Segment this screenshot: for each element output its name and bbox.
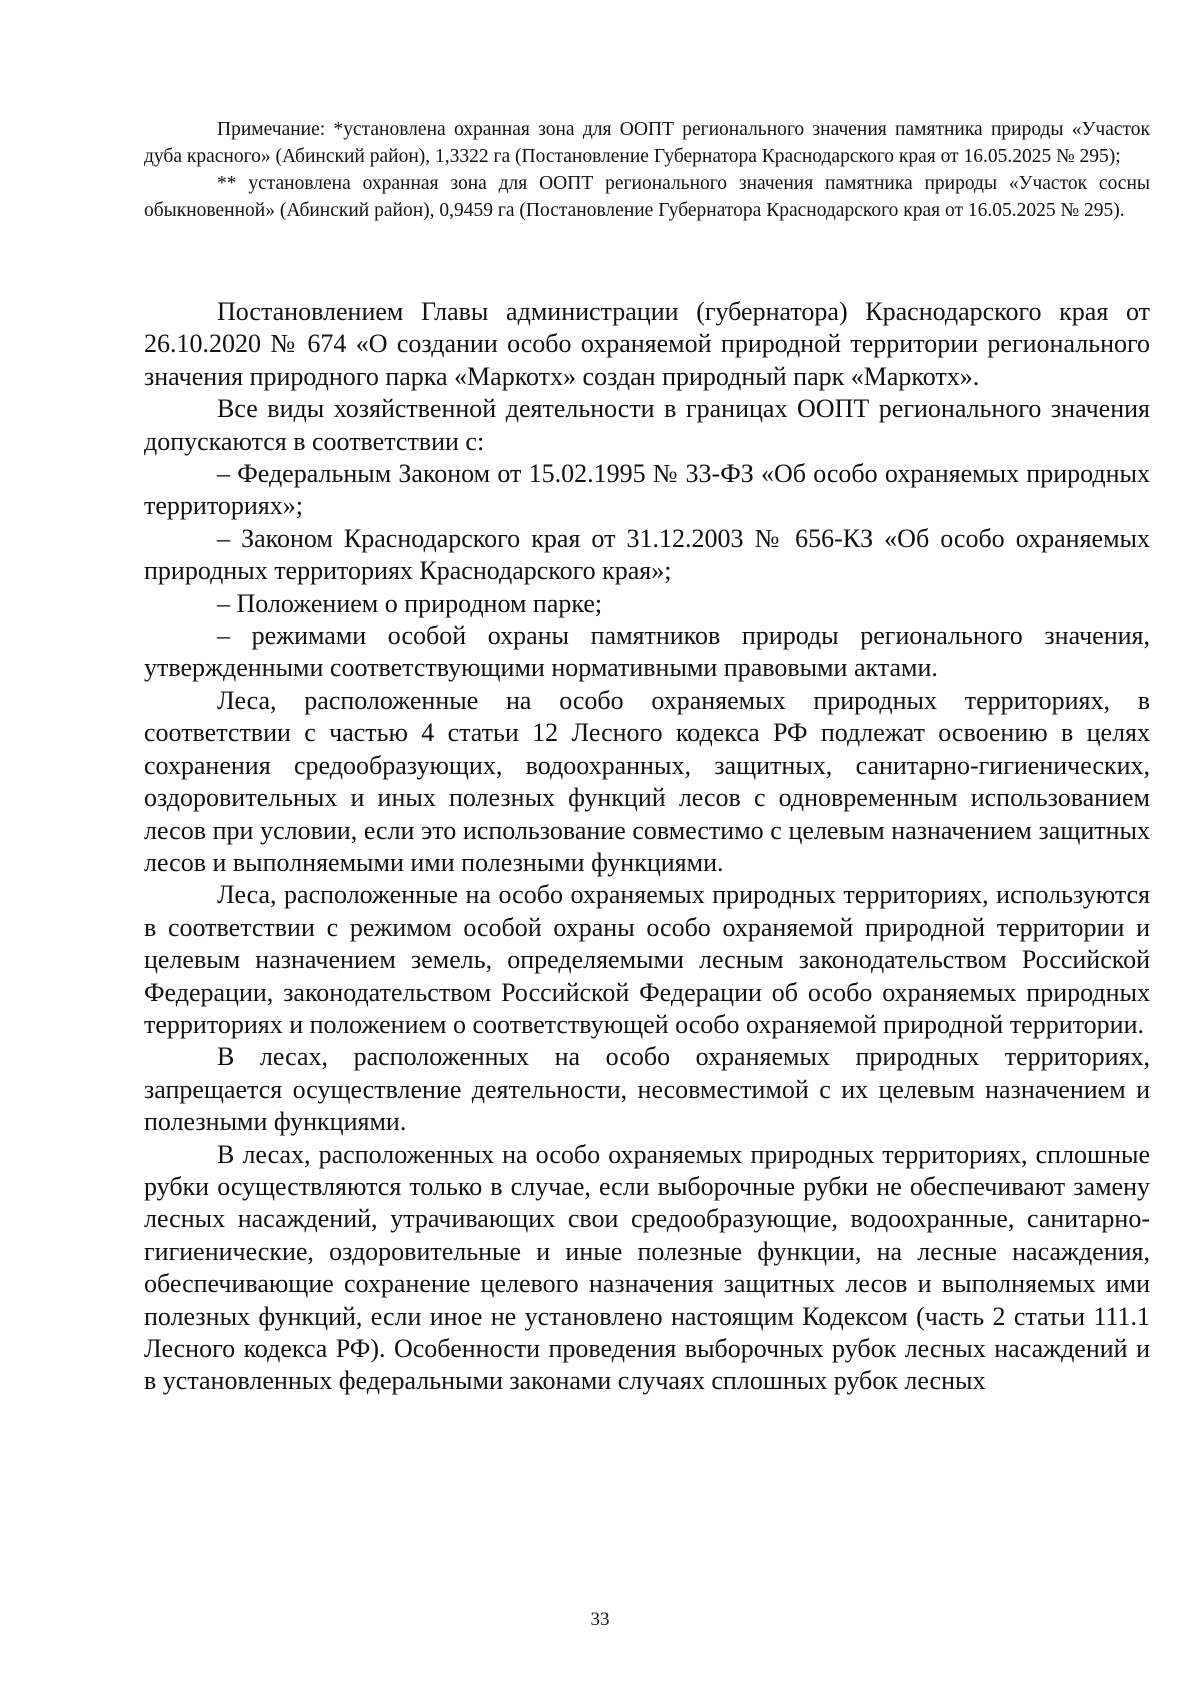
- paragraph-activity-intro: Все виды хозяйственной деятельности в границах ООПТ регионального значения допускаются в соответствии с:: [144, 394, 1150, 456]
- list-item-protection-regimes: – режимами особой охраны памятников природы регионального значения, утвержденными соответствующими нормативными правовыми актами.: [144, 621, 1150, 683]
- list-item-park-regulation: – Положением о природном парке;: [217, 588, 603, 618]
- paragraph-forest-use: Леса, расположенные на особо охраняемых природных территориях, используются в соответствии с режимом особой охраны особо охраняемой природной территории и целевым назначением земель, определяемыми лесным законодательством Российской Федерации, законодательством Российской Федерации об особо охраняемых природных территориях и положением о соответствующей особо охраняемой природной территории.: [144, 880, 1150, 1039]
- page-number: 33: [590, 1609, 610, 1630]
- paragraph-clear-cutting: В лесах, расположенных на особо охраняемых природных территориях, сплошные рубки осуществляются только в случае, если выборочные рубки не обеспечивают замену лесных насаждений, утрачивающих свои средообразующие, водоохранные, санитарно-гигиенические, оздоровительные и иные полезные функции, на лесные насаждения, обеспечивающие сохранение целевого назначения защитных лесов и выполняемых ими полезных функций, если иное не установлено настоящим Кодексом (часть 2 статьи 111.1 Лесного кодекса РФ). Особенности проведения выборочных рубок лесных насаждений и в установленных федеральными законами случаях сплошных рубок лесных: [144, 1139, 1150, 1396]
- footnote-2: ** установлена охранная зона для ООПТ регионального значения памятника природы «Участок сосны обыкновенной» (Абинский район), 0,9459 га (Постановление Губернатора Краснодарского края от 16.05.2025 № 295).: [144, 173, 1150, 221]
- paragraph-markotkh-decree: Постановлением Главы администрации (губернатора) Краснодарского края от 26.10.2020 № 674 «О создании особо охраняемой природной территории регионального значения природного парка «Маркотх» создан природный парк «Маркотх».: [144, 297, 1150, 391]
- list-item-regional-law: – Законом Краснодарского края от 31.12.2003 № 656-КЗ «Об особо охраняемых природных территориях Краснодарского края»;: [144, 523, 1150, 586]
- footnote-block: [144, 116, 1150, 224]
- list-item-federal-law: – Федеральным Законом от 15.02.1995 № 33-ФЗ «Об особо охраняемых природных территориях»;: [144, 459, 1150, 521]
- paragraph-forest-development: Леса, расположенные на особо охраняемых природных территориях, в соответствии с частью 4 статьи 12 Лесного кодекса РФ подлежат освоению в целях сохранения средообразующих, водоохранных, защитных, санитарно-гигиенических, оздоровительных и иных полезных функций лесов с одновременным использованием лесов при условии, если это использование совместимо с целевым назначением защитных лесов и выполняемыми ими полезными функциями.: [144, 685, 1150, 877]
- main-text: [144, 296, 1150, 1398]
- paragraph-prohibited-activity: В лесах, расположенных на особо охраняемых природных территориях, запрещается осуществление деятельности, несовместимой с их целевым назначением и полезными функциями.: [144, 1042, 1150, 1137]
- footnote-1: Примечание: *установлена охранная зона для ООПТ регионального значения памятника природы «Участок дуба красного» (Абинский район), 1,3322 га (Постановление Губернатора Краснодарского края от 16.05.2025 № 295);: [144, 119, 1150, 167]
